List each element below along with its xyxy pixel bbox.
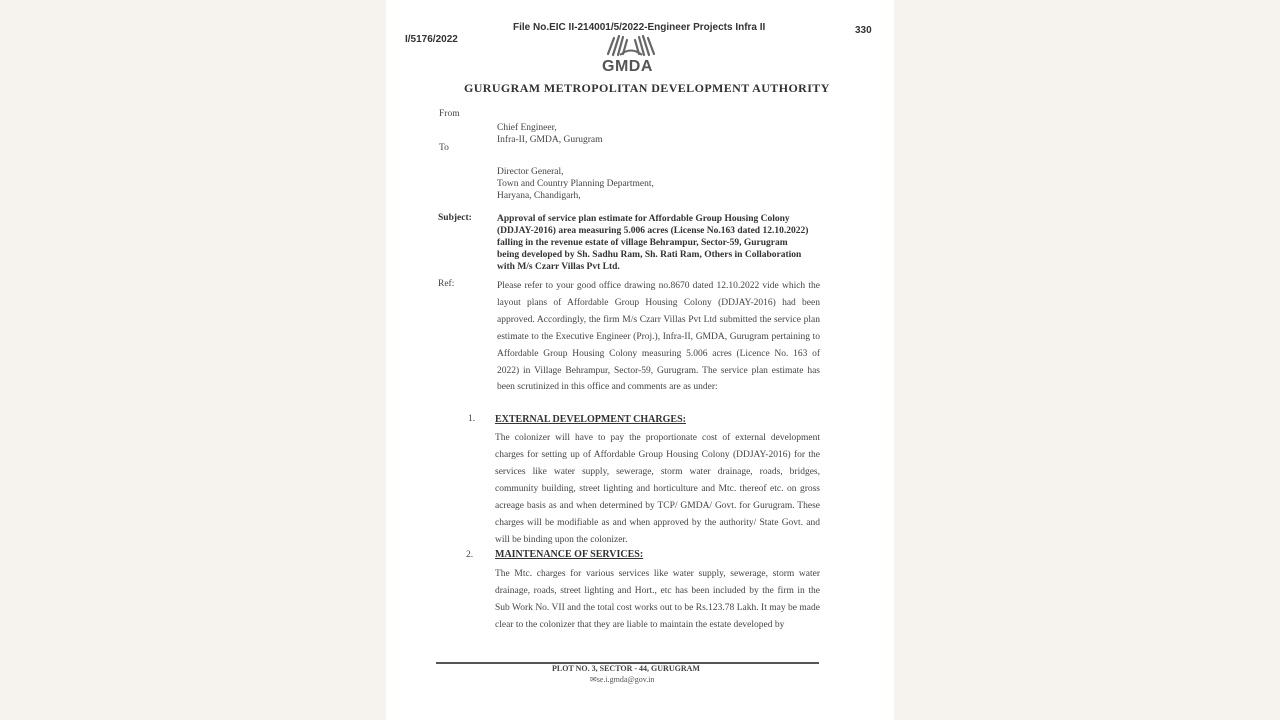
subject-text: [497, 213, 808, 273]
to-line: Haryana, Chandigarh,: [497, 191, 581, 201]
subject-line: being developed by Sh. Sadhu Ram, Sh. Rati Ram, Others in Collaboration: [497, 250, 802, 260]
footer-email-line: [590, 675, 654, 684]
footer-divider: [436, 662, 819, 664]
ref-paragraph: Please refer to your good office drawing no.8670 dated 12.10.2022 vide which the layout plans of Affordable Group Housing Colony (DDJAY-2016) had been approved. Accordingly, the firm M/s Czarr Villas Pvt Ltd submitted the service plan estimate to the Executive Engineer (Proj.), Infra-II, GMDA, Gurugram pertaining to Affordable Group Housing Colony measuring 5.006 acres (Licence No. 163 of 2022) in Village Behrampur, Sector-59, Gurugram. The service plan estimate has been scrutinized in this office and comments are as under:: [497, 281, 820, 393]
subject-line: (DDJAY-2016) area measuring 5.006 acres (License No.163 dated 12.10.2022): [497, 226, 809, 236]
subject-line: Approval of service plan estimate for Affordable Group Housing Colony: [497, 214, 790, 224]
section-number: 2.: [466, 550, 474, 560]
section-number: 1.: [468, 414, 476, 424]
letter-reference: I/5176/2022: [405, 34, 458, 45]
envelope-icon: ✉: [590, 675, 597, 684]
ref-label: Ref:: [438, 279, 455, 289]
gmda-hands-logo: [604, 28, 658, 60]
from-address: [497, 122, 603, 146]
subject-line: falling in the revenue estate of village Behrampur, Sector-59, Gurugram: [497, 238, 788, 248]
to-label: To: [439, 143, 449, 153]
to-line: Director General,: [497, 167, 564, 177]
document-page: [386, 0, 894, 720]
section-paragraph: The colonizer will have to pay the proportionate cost of external development charges for setting up of Affordable Group Housing Colony (DDJAY-2016) for the services like water supply, sewerage, storm water drainage, roads, bridges, community building, street lighting and horticulture and Mtc. thereof etc. on gross acreage basis as and when determined by TCP/ GMDA/ Govt. for Gurugram. These charges will be modifiable as and when approved by the authority/ State Govt. and will be binding upon the colonizer.: [495, 433, 820, 545]
from-line: Chief Engineer,: [497, 123, 557, 133]
subject-label: Subject:: [438, 213, 472, 223]
to-line: Town and Country Planning Department,: [497, 179, 654, 189]
footer-address: PLOT NO. 3, SECTOR - 44, GURUGRAM: [552, 664, 700, 673]
logo-text: GMDA: [602, 58, 653, 75]
section-title: EXTERNAL DEVELOPMENT CHARGES:: [495, 414, 686, 425]
file-number: File No.EIC II-214001/5/2022-Engineer Projects Infra II: [513, 22, 766, 33]
organization-name: GURUGRAM METROPOLITAN DEVELOPMENT AUTHORITY: [464, 81, 830, 95]
from-line: Infra-II, GMDA, Gurugram: [497, 135, 603, 145]
to-address: [497, 166, 654, 202]
section-title: MAINTENANCE OF SERVICES:: [495, 549, 644, 560]
footer-email: se.i.gmda@gov.in: [596, 675, 655, 684]
section-paragraph: The Mtc. charges for various services like water supply, sewerage, storm water drainage, roads, street lighting and Hort., etc has been included by the firm in the Sub Work No. VII and the total cost works out to be Rs.123.78 Lakh. It may be made clear to the colonizer that they are liable to maintain the estate developed by: [495, 569, 820, 630]
page-number: 330: [855, 25, 872, 36]
from-label: From: [439, 109, 460, 119]
subject-line: with M/s Czarr Villas Pvt Ltd.: [497, 262, 620, 272]
